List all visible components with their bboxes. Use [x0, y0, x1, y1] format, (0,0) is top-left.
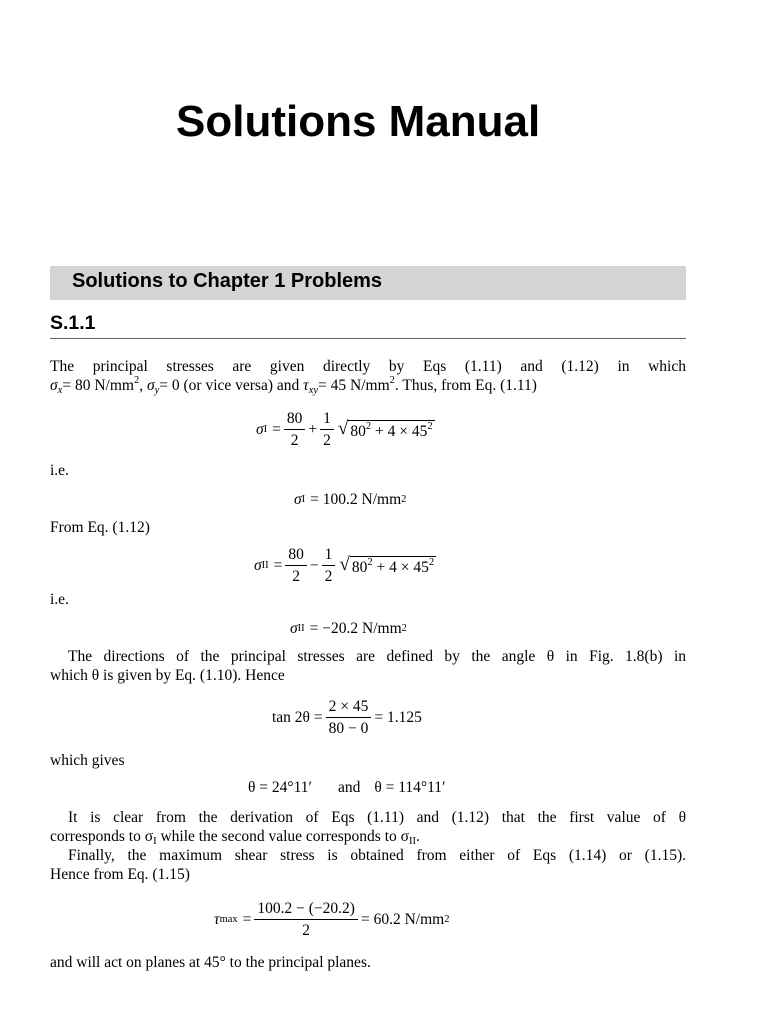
word: stresses — [166, 358, 214, 375]
fraction — [320, 410, 334, 449]
paragraph-line: The directions of the principal stresses are defined by the angle θ in Fig. 1.8(b) in — [68, 648, 686, 665]
section-divider — [50, 338, 686, 339]
word: Eqs — [423, 358, 447, 375]
square-root: √ $80^2 + 4 \times 45^2$ — [337, 418, 433, 440]
closing-sentence: and will act on planes at 45° to the principal planes. — [50, 954, 371, 971]
word: The — [50, 358, 75, 375]
fraction — [285, 546, 307, 585]
word: and — [520, 358, 543, 375]
fraction — [326, 698, 372, 737]
equation-theta-values — [248, 779, 445, 797]
math-operator: = — [242, 910, 252, 928]
fraction-numerator: 1 — [322, 546, 336, 566]
math-symbol: τ — [303, 377, 309, 394]
paragraph-line: which θ is given by Eq. (1.10). Hence — [50, 667, 285, 684]
word: given — [269, 358, 305, 375]
math-operator: = — [273, 556, 283, 574]
equation-sigma-1: σ I = $\frac{80}{2}$ + $\frac{1}{2}$ √ $80^2 + 4 \times 45^2$ — [256, 410, 433, 449]
paragraph-line: $\sigma_x= 80$ $N/mm^2$, $\sigma_y= 0$ (or vice versa) and $\tau_{xy}= 45$ $N/mm^2$. Thus, from Eq. (1.11) — [50, 375, 537, 396]
fraction — [322, 546, 336, 585]
fraction-numerator: 1 — [320, 410, 334, 430]
math-symbol: σ — [254, 556, 262, 574]
math-operator: = — [272, 420, 281, 438]
radicand: $80^2 + 4 \times 45^2$ — [350, 421, 433, 440]
section-heading: S.1.1 — [50, 312, 96, 334]
math-symbol: σ — [294, 491, 302, 508]
word: in — [617, 358, 630, 375]
math-symbol: τ — [214, 910, 220, 928]
math-text: and — [337, 779, 361, 796]
math-subscript: y — [154, 385, 160, 396]
fraction-denominator: 2 — [324, 568, 333, 585]
fraction-denominator: 80 − 0 — [328, 720, 369, 737]
word: are — [232, 358, 252, 375]
fraction-numerator: 80 — [285, 546, 307, 566]
paragraph-line — [50, 357, 686, 376]
fraction-numerator: 80 — [284, 410, 306, 430]
paragraph-directions — [50, 647, 686, 685]
ie-label: i.e. — [50, 591, 69, 608]
fraction-numerator: 2 × 45 — [326, 698, 372, 718]
fraction-denominator: 2 — [292, 568, 301, 585]
chapter-heading: Solutions to Chapter 1 Problems — [72, 270, 383, 292]
equation-tau-max: τ max = $\frac{100.2 - (-20.2)}{2}$ = 60.2 N/mm 2 — [214, 900, 450, 939]
word: principal — [92, 358, 148, 375]
math-text: = 100.2 N/mm — [310, 491, 402, 508]
paragraph-line: Finally, the maximum shear stress is obtained from either of Eqs (1.14) or (1.15). — [68, 847, 686, 864]
fraction — [284, 410, 306, 449]
math-symbol: σ — [146, 377, 155, 394]
math-text: = 0 (or vice versa) and — [159, 377, 300, 394]
equation-sigma-2: σ II = $\frac{80}{2}$ − $\frac{1}{2}$ √ $80^2 + 4 \times 45^2$ — [254, 546, 435, 585]
equation-sigma-2-result: σ II = −20.2 N/mm 2 — [290, 620, 407, 637]
math-symbol: σ — [50, 377, 58, 394]
fraction-numerator: 100.2 − (−20.2) — [254, 900, 358, 920]
word: (1.11) — [464, 358, 502, 375]
math-text: = −20.2 N/mm — [309, 620, 402, 637]
math-text: = 45 N/mm — [318, 377, 390, 394]
fraction-denominator: 2 — [323, 432, 331, 449]
math-text: = 60.2 N/mm — [360, 910, 445, 928]
word: by — [388, 358, 405, 375]
paragraph-intro — [50, 357, 686, 395]
math-exponent: 2 — [133, 375, 140, 386]
math-text: = 1.125 — [374, 708, 422, 726]
paragraph-line: It is clear from the derivation of Eqs (1.11) and (1.12) that the first value of θ — [68, 809, 686, 826]
word: directly — [322, 358, 371, 375]
equation-tan-2theta — [272, 698, 422, 737]
word: (1.12) — [561, 358, 599, 375]
fraction — [254, 900, 358, 939]
math-operator: + — [308, 420, 318, 438]
math-text: θ = 24°11′ — [248, 779, 312, 796]
from-eq-label: From Eq. (1.12) — [50, 519, 150, 536]
page-title: Solutions Manual — [176, 97, 541, 146]
word: which — [648, 358, 686, 375]
radicand: $80^2 + 4 \times 45^2$ — [351, 557, 435, 576]
paragraph-clarification — [50, 808, 686, 884]
fraction-denominator: 2 — [290, 432, 299, 449]
paragraph-line: corresponds to $\sigma_I$ while the second value corresponds to $\sigma_{II}$. — [50, 828, 420, 847]
fraction-denominator: 2 — [302, 922, 311, 939]
math-text: = 80 N/mm — [62, 377, 134, 394]
paragraph-line: Hence from Eq. (1.15) — [50, 866, 190, 883]
math-subscript: x — [57, 385, 63, 396]
math-symbol: σ — [256, 420, 264, 438]
which-gives-label: which gives — [50, 752, 125, 769]
math-exponent: 2 — [389, 375, 395, 386]
math-operator: − — [309, 556, 319, 574]
ie-label: i.e. — [50, 462, 69, 479]
math-text: θ = 114°11′ — [374, 779, 446, 796]
math-text: tan 2θ = — [272, 708, 323, 726]
math-subscript: xy — [308, 385, 319, 396]
equation-sigma-1-result: σ I = 100.2 N/mm 2 — [294, 491, 407, 508]
square-root: √ $80^2 + 4 \times 45^2$ — [339, 554, 435, 576]
math-text: . Thus, from Eq. (1.11) — [394, 377, 537, 394]
math-symbol: σ — [290, 620, 298, 637]
